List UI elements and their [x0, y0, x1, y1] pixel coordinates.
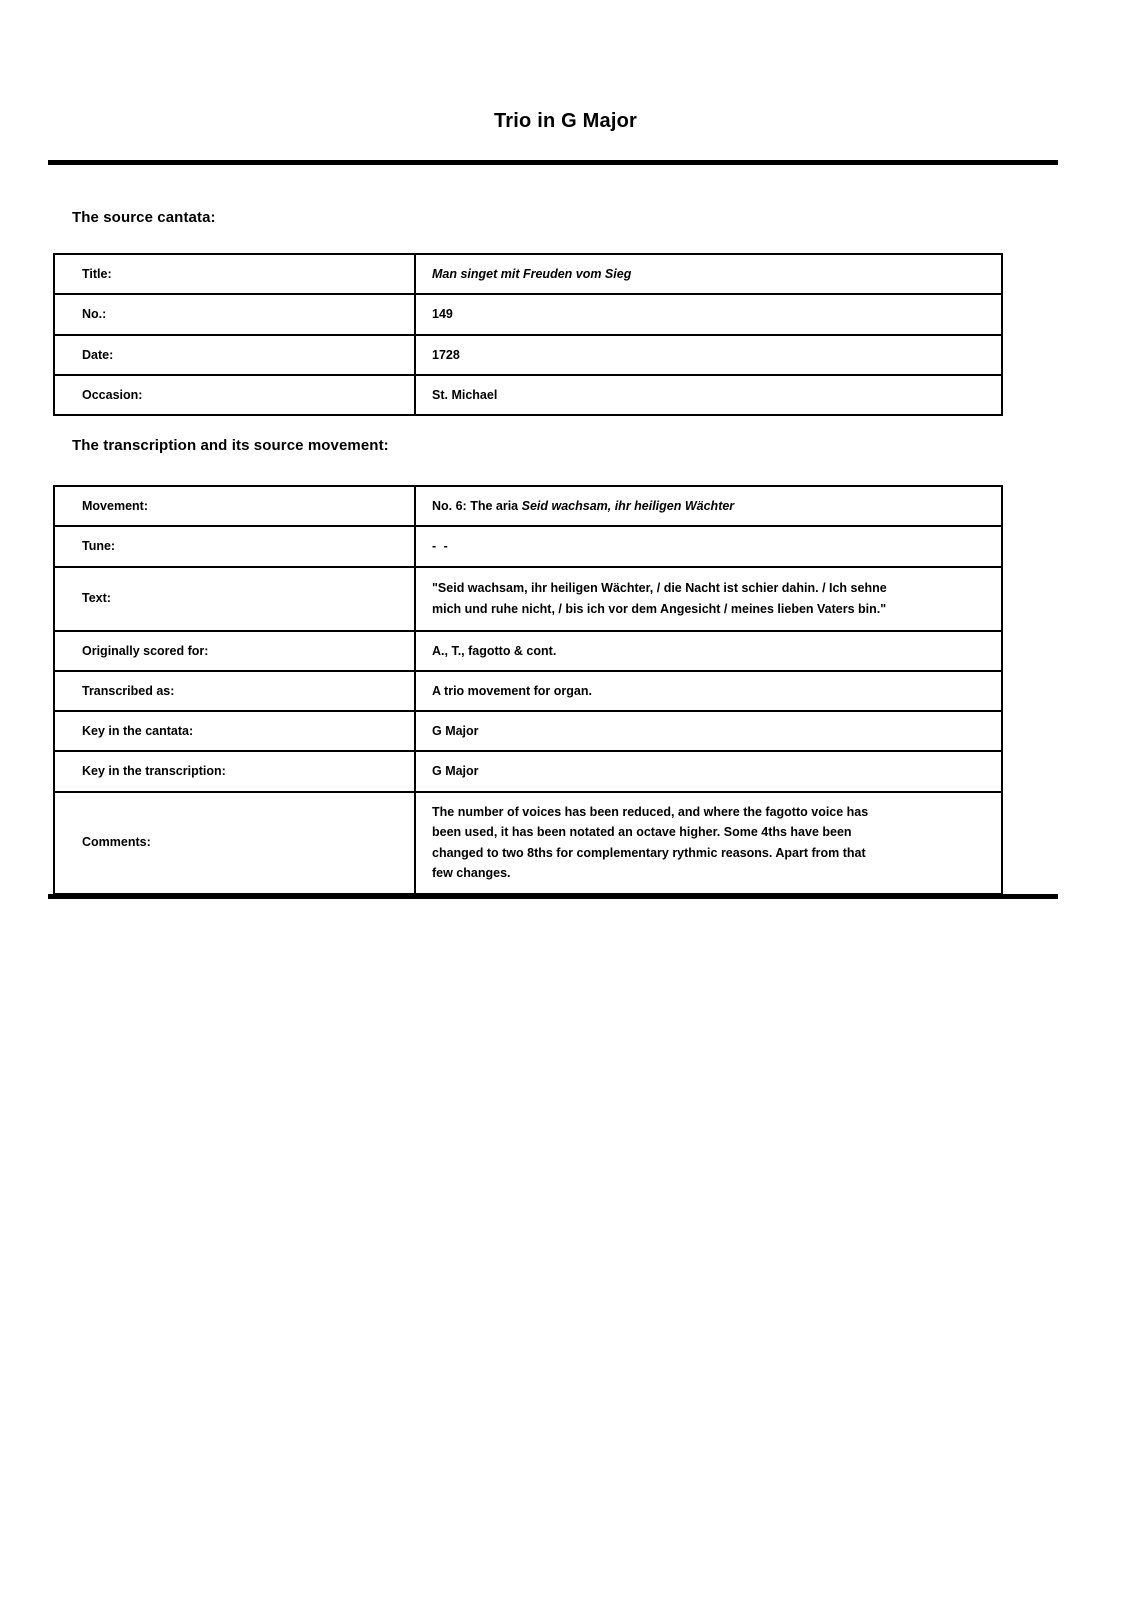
- table-row: [54, 254, 1002, 294]
- section-heading-transcription: The transcription and its source movement:: [72, 437, 389, 454]
- row-label-no: No.:: [54, 294, 415, 334]
- row-value-movement: [415, 486, 1002, 526]
- row-label-movement: Movement:: [54, 486, 415, 526]
- cantata-title-text: Man singet mit Freuden vom Sieg: [432, 267, 632, 281]
- comments-line: been used, it has been notated an octave higher. Some 4ths have been: [432, 825, 852, 840]
- row-label-transcribed-as: Transcribed as:: [54, 671, 415, 711]
- row-value-text: [415, 567, 1002, 631]
- table-row: [54, 711, 1002, 751]
- section-heading-source-cantata: The source cantata:: [72, 209, 216, 226]
- table-row: [54, 792, 1002, 894]
- table-row: [54, 375, 1002, 415]
- table-row: [54, 526, 1002, 566]
- transcription-table: [53, 485, 1003, 895]
- row-label-key-in-cantata: Key in the cantata:: [54, 711, 415, 751]
- table-row: [54, 335, 1002, 375]
- row-value-no: 149: [415, 294, 1002, 334]
- row-label-text: Text:: [54, 567, 415, 631]
- row-value-comments: [415, 792, 1002, 894]
- row-label-key-in-transcription: Key in the transcription:: [54, 751, 415, 791]
- text-line: "Seid wachsam, ihr heiligen Wächter, / die Nacht ist schier dahin. / Ich sehne: [432, 581, 887, 596]
- row-value-transcribed-as: A trio movement for organ.: [415, 671, 1002, 711]
- table-row: [54, 671, 1002, 711]
- row-value-occasion: St. Michael: [415, 375, 1002, 415]
- footer-divider-rule: [48, 894, 1058, 899]
- table-row: [54, 294, 1002, 334]
- row-label-comments: Comments:: [54, 792, 415, 894]
- movement-aria-title-text: Seid wachsam, ihr heiligen Wächter: [521, 499, 735, 513]
- comments-line: changed to two 8ths for complementary rythmic reasons. Apart from that: [432, 845, 866, 860]
- tune-empty-marker: - -: [432, 539, 450, 554]
- row-value-key-in-transcription: G Major: [415, 751, 1002, 791]
- table-row: [54, 631, 1002, 671]
- row-label-originally-scored-for: Originally scored for:: [54, 631, 415, 671]
- text-line: mich und ruhe nicht, / bis ich vor dem Angesicht / meines lieben Vaters bin.": [432, 601, 887, 616]
- page-title: Trio in G Major: [493, 110, 637, 132]
- comments-line: few changes.: [432, 865, 511, 880]
- row-value-originally-scored-for: A., T., fagotto & cont.: [415, 631, 1002, 671]
- row-label-tune: Tune:: [54, 526, 415, 566]
- row-label-title: Title:: [54, 254, 415, 294]
- row-value-date: 1728: [415, 335, 1002, 375]
- table-row: [54, 567, 1002, 631]
- row-label-occasion: Occasion:: [54, 375, 415, 415]
- row-value-key-in-cantata: G Major: [415, 711, 1002, 751]
- comments-line: The number of voices has been reduced, and where the fagotto voice has: [432, 805, 869, 819]
- movement-prefix-text: No. 6: The aria: [432, 499, 522, 513]
- table-row: [54, 486, 1002, 526]
- table-row: [54, 751, 1002, 791]
- source-cantata-table: [53, 253, 1003, 416]
- header-divider-rule: [48, 160, 1058, 165]
- row-value-title: [415, 254, 1002, 294]
- row-label-date: Date:: [54, 335, 415, 375]
- row-value-tune: [415, 526, 1002, 566]
